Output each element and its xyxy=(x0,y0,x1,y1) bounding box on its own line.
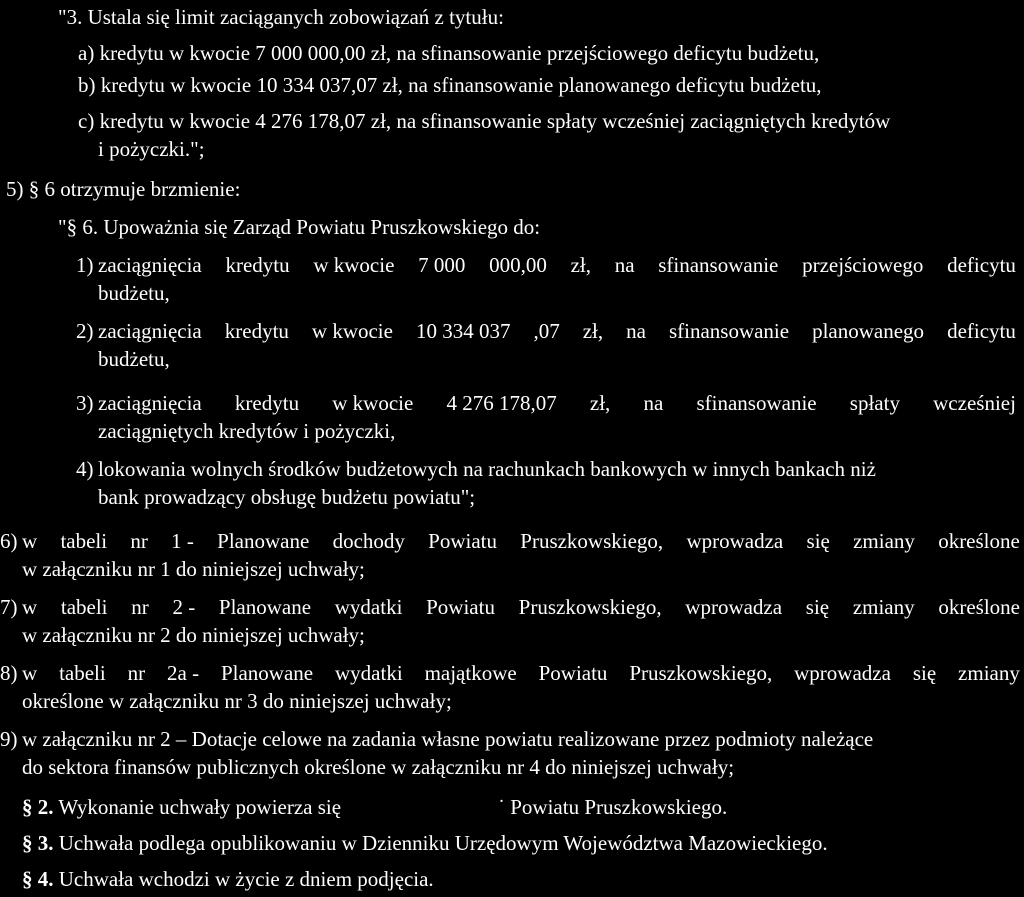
authorization-item-4-number: 4) xyxy=(76,457,94,481)
section-2-number: § 2. xyxy=(22,795,54,819)
authorization-item-3-line2: zaciągniętych kredytów i pożyczki, xyxy=(98,419,396,443)
section-2-text-b: ˙ Powiatu Pruszkowskiego. xyxy=(498,795,728,819)
section-3-number: § 3. xyxy=(22,831,54,855)
point-8-line2: określone w załączniku nr 3 do niniejszej uchwały; xyxy=(22,689,452,713)
point-9-line1: w załączniku nr 2 – Dotacje celowe na zadania własne powiatu realizowane przez podmioty należące xyxy=(22,727,874,751)
limit-item-c-cont: i pożyczki."; xyxy=(98,137,205,161)
section-2 xyxy=(22,794,341,820)
point-6-line1: w tabeli nr 1 - Planowane dochody Powiatu Pruszkowskiego, wprowadza się zmiany określone xyxy=(22,529,1020,553)
point-7-number: 7) xyxy=(0,595,18,619)
section-4-number: § 4. xyxy=(22,867,54,891)
section-6-quote-intro: "§ 6. Upoważnia się Zarząd Powiatu Pruszkowskiego do: xyxy=(58,215,541,239)
authorization-item-1-line2: budżetu, xyxy=(98,281,170,305)
section-2-text-a: Wykonanie uchwały powierza się xyxy=(58,795,342,819)
point-6-line2: w załączniku nr 1 do niniejszej uchwały; xyxy=(22,557,365,581)
point-6-number: 6) xyxy=(0,529,18,553)
authorization-item-3-line1: zaciągnięcia kredytu w kwocie 4 276 178,07 zł, na sfinansowanie spłaty wcześniej xyxy=(98,391,1016,415)
authorization-item-4-line2: bank prowadzący obsługę budżetu powiatu"; xyxy=(98,485,476,509)
point-8-number: 8) xyxy=(0,661,18,685)
point-7-line2: w załączniku nr 2 do niniejszej uchwały; xyxy=(22,623,365,647)
section-3 xyxy=(22,830,828,856)
authorization-item-1-number: 1) xyxy=(76,253,94,277)
authorization-item-2-number: 2) xyxy=(76,319,94,343)
section-4-text: Uchwała wchodzi w życie z dniem podjęcia. xyxy=(58,867,434,891)
authorization-item-3-number: 3) xyxy=(76,391,94,415)
point-7-line1: w tabeli nr 2 - Planowane wydatki Powiatu Pruszkowskiego, wprowadza się zmiany określone xyxy=(22,595,1020,619)
paragraph-3-intro: "3. Ustala się limit zaciąganych zobowiązań z tytułu: xyxy=(58,5,504,29)
section-4 xyxy=(22,866,434,892)
authorization-item-1-line1: zaciągnięcia kredytu w kwocie 7 000 000,00 zł, na sfinansowanie przejściowego deficytu xyxy=(98,253,1016,277)
limit-item-c: c) kredytu w kwocie 4 276 178,07 zł, na sfinansowanie spłaty wcześniej zaciągniętych kredytów xyxy=(78,109,891,133)
point-5-text: 5) § 6 otrzymuje brzmienie: xyxy=(6,177,241,201)
point-9-number: 9) xyxy=(0,727,18,751)
authorization-item-2-line1: zaciągnięcia kredytu w kwocie 10 334 037 ,07 zł, na sfinansowanie planowanego deficytu xyxy=(98,319,1016,343)
point-9-line2: do sektora finansów publicznych określone w załączniku nr 4 do niniejszej uchwały; xyxy=(22,755,735,779)
section-3-text: Uchwała podlega opublikowaniu w Dzienniku Urzędowym Województwa Mazowieckiego. xyxy=(58,831,828,855)
point-8-line1: w tabeli nr 2a - Planowane wydatki majątkowe Powiatu Pruszkowskiego, wprowadza się zmiany xyxy=(22,661,1020,685)
limit-item-a: a) kredytu w kwocie 7 000 000,00 zł, na sfinansowanie przejściowego deficytu budżetu, xyxy=(78,41,820,65)
limit-item-b: b) kredytu w kwocie 10 334 037,07 zł, na sfinansowanie planowanego deficytu budżetu, xyxy=(78,73,822,97)
authorization-item-2-line2: budżetu, xyxy=(98,347,170,371)
authorization-item-4-line1: lokowania wolnych środków budżetowych na rachunkach bankowych w innych bankach niż xyxy=(98,457,876,481)
